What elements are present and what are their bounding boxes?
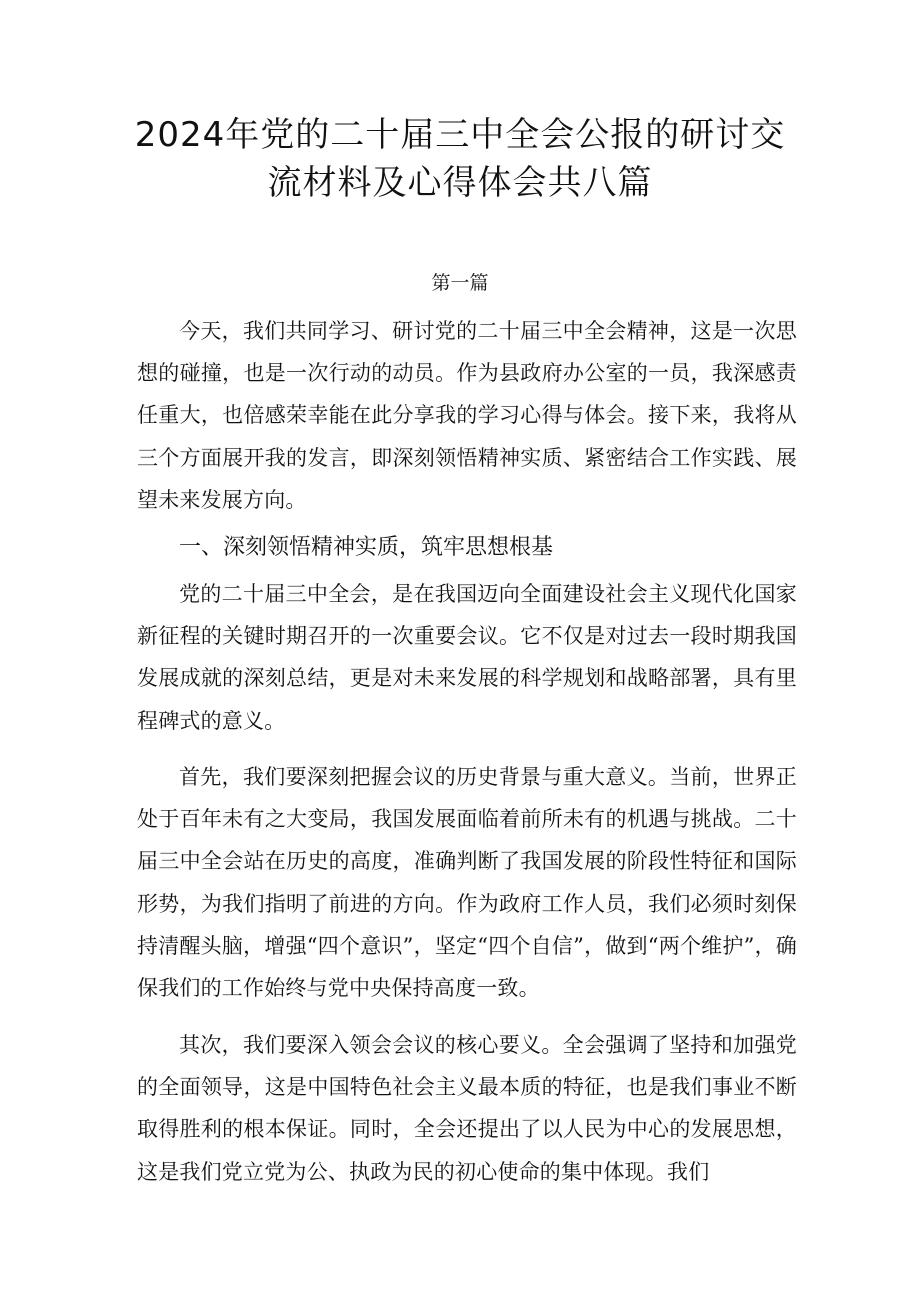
paragraph-meeting-significance: 党的二十届三中全会，是在我国迈向全面建设社会主义现代化国家新征程的关键时期召开的一次重要会议。它不仅是对过去一段时期我国发展成就的深刻总结，更是对未来发展的科学规划和战略部署，具有里程碑式的意义。 <box>137 582 797 733</box>
document-title-line-1: 2024年党的二十届三中全会公报的研讨交 <box>134 115 786 155</box>
section-heading: 一、深刻领悟精神实质，筑牢思想根基 <box>179 535 554 560</box>
paragraph-historical-background: 首先，我们要深刻把握会议的历史背景与重大意义。当前，世界正处于百年未有之大变局，我国发展面临着前所未有的机遇与挑战。二十届三中全会站在历史的高度，准确判断了我国发展的阶段性特征和国际形势，为我们指明了前进的方向。作为政府工作人员，我们必须时刻保持清醒头脑，增强“四个意识”，坚定“四个自信”，做到“两个维护”，确保我们的工作始终与党中央保持高度一致。 <box>137 765 797 1001</box>
paragraph-core-meaning: 其次，我们要深入领会会议的核心要义。全会强调了坚持和加强党的全面领导，这是中国特色社会主义最本质的特征，也是我们事业不断取得胜利的根本保证。同时，全会还提出了以人民为中心的发展思想，这是我们党立党为公、执政为民的初心使命的集中体现。我们 <box>137 1033 797 1184</box>
paragraph-intro: 今天，我们共同学习、研讨党的二十届三中全会精神，这是一次思想的碰撞，也是一次行动的动员。作为县政府办公室的一员，我深感责任重大，也倍感荣幸能在此分享我的学习心得与体会。接下来，我将从三个方面展开我的发言，即深刻领悟精神实质、紧密结合工作实践、展望未来发展方向。 <box>137 319 797 512</box>
document-title-line-2: 流材料及心得体会共八篇 <box>267 163 653 203</box>
chapter-label: 第一篇 <box>431 272 489 294</box>
